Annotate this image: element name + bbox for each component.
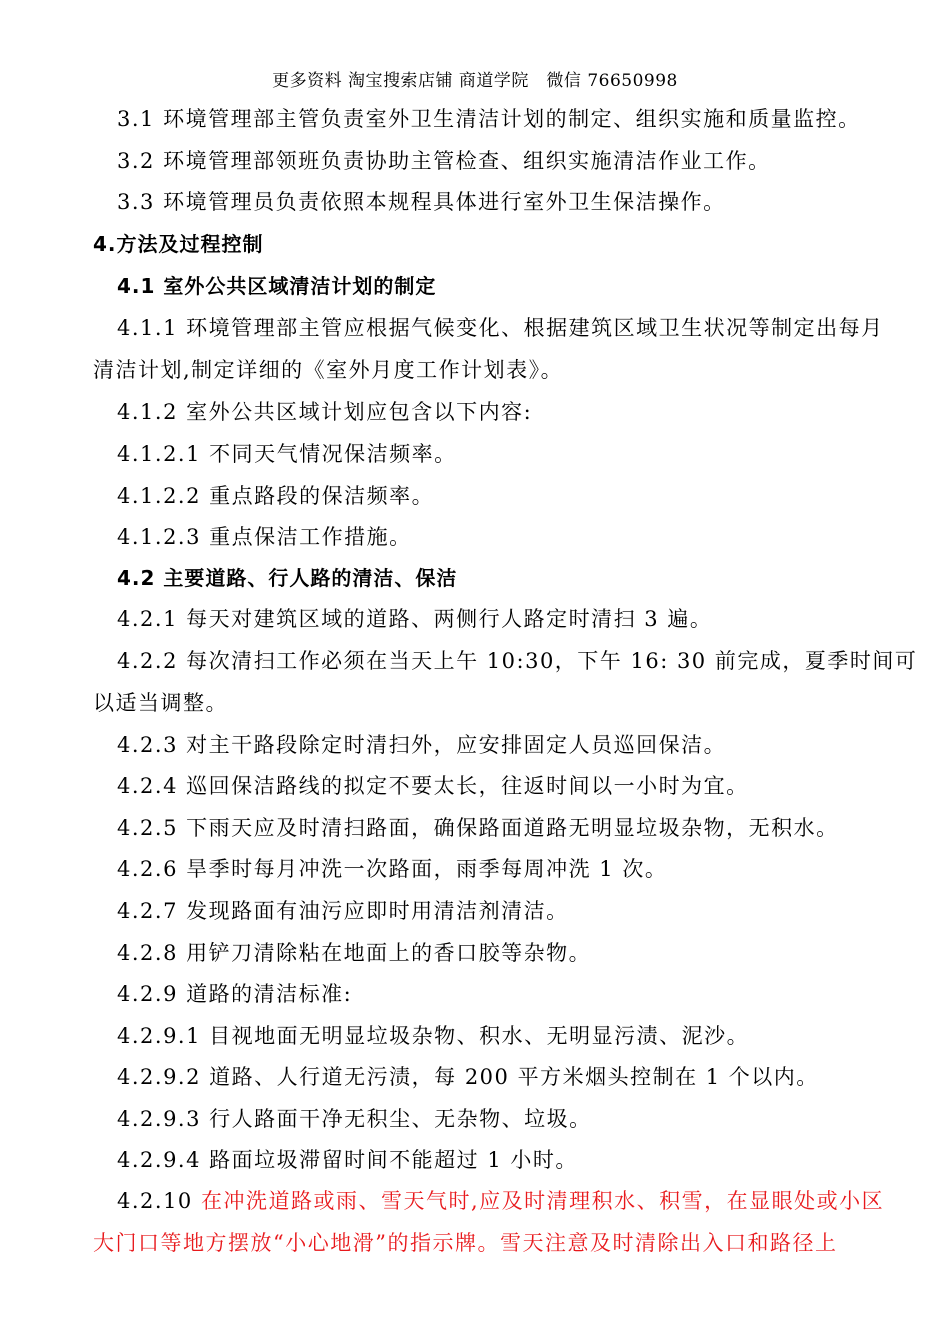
text-line-4-2-2: 4.2.2 每次清扫工作必须在当天上午 10:30，下午 16: 30 前完成，夏季时间可 (117, 649, 918, 673)
subsection-heading-4-2: 4.2 主要道路、行人路的清洁、保洁 (117, 566, 458, 590)
text-line-4-1-1-cont: 清洁计划,制定详细的《室外月度工作计划表》。 (93, 358, 564, 382)
text-line-4-1-2: 4.1.2 室外公共区域计划应包含以下内容: (117, 400, 533, 424)
page-header: 更多资料 淘宝搜索店铺 商道学院 微信 76650998 (272, 71, 678, 91)
text-line-4-1-2-2: 4.1.2.2 重点路段的保洁频率。 (117, 484, 435, 508)
item-number-4-2-10: 4.2.10 (117, 1189, 201, 1213)
text-line-4-2-10 (117, 1185, 884, 1215)
text-line-4-2-8: 4.2.8 用铲刀清除粘在地面上的香口胶等杂物。 (117, 941, 592, 965)
text-line-4-2-7: 4.2.7 发现路面有油污应即时用清洁剂清洁。 (117, 899, 569, 923)
section-heading-4: 4.方法及过程控制 (93, 232, 264, 256)
text-line-4-2-1: 4.2.1 每天对建筑区域的道路、两侧行人路定时清扫 3 遍。 (117, 607, 713, 631)
text-line-4-2-6: 4.2.6 旱季时每月冲洗一次路面，雨季每周冲洗 1 次。 (117, 857, 668, 881)
text-line-3-2: 3.2 环境管理部领班负责协助主管检查、组织实施清洁作业工作。 (117, 149, 771, 173)
text-line-4-2-3: 4.2.3 对主干路段除定时清扫外，应安排固定人员巡回保洁。 (117, 733, 727, 757)
text-line-4-2-9-1: 4.2.9.1 目视地面无明显垃圾杂物、积水、无明显污渍、泥沙。 (117, 1024, 750, 1048)
text-line-4-2-9: 4.2.9 道路的清洁标准: (117, 982, 353, 1006)
text-line-4-1-2-1: 4.1.2.1 不同天气情况保洁频率。 (117, 442, 457, 466)
highlighted-text-line-2: 大门口等地方摆放“小心地滑”的指示牌。雪天注意及时清除出入口和路径上 (93, 1231, 838, 1255)
text-line-4-2-4: 4.2.4 巡回保洁路线的拟定不要太长，往返时间以一小时为宜。 (117, 774, 749, 798)
text-line-4-2-2-cont: 以适当调整。 (93, 691, 228, 715)
text-line-3-3: 3.3 环境管理员负责依照本规程具体进行室外卫生保洁操作。 (117, 190, 726, 214)
text-line-4-2-9-4: 4.2.9.4 路面垃圾滞留时间不能超过 1 小时。 (117, 1148, 578, 1172)
highlighted-text-line-1: 在冲洗道路或雨、雪天气时,应及时清理积水、积雪，在显眼处或小区 (200, 1189, 885, 1213)
text-line-3-1: 3.1 环境管理部主管负责室外卫生清洁计划的制定、组织实施和质量监控。 (117, 107, 861, 131)
subsection-heading-4-1: 4.1 室外公共区域清洁计划的制定 (117, 274, 437, 298)
text-line-4-1-2-3: 4.1.2.3 重点保洁工作措施。 (117, 525, 412, 549)
text-line-4-1-1: 4.1.1 环境管理部主管应根据气候变化、根据建筑区域卫生状况等制定出每月 (117, 316, 884, 340)
text-line-4-2-9-2: 4.2.9.2 道路、人行道无污渍，每 200 平方米烟头控制在 1 个以内。 (117, 1065, 819, 1089)
text-line-4-2-5: 4.2.5 下雨天应及时清扫路面，确保路面道路无明显垃圾杂物，无积水。 (117, 816, 839, 840)
text-line-4-2-9-3: 4.2.9.3 行人路面干净无积尘、无杂物、垃圾。 (117, 1107, 592, 1131)
